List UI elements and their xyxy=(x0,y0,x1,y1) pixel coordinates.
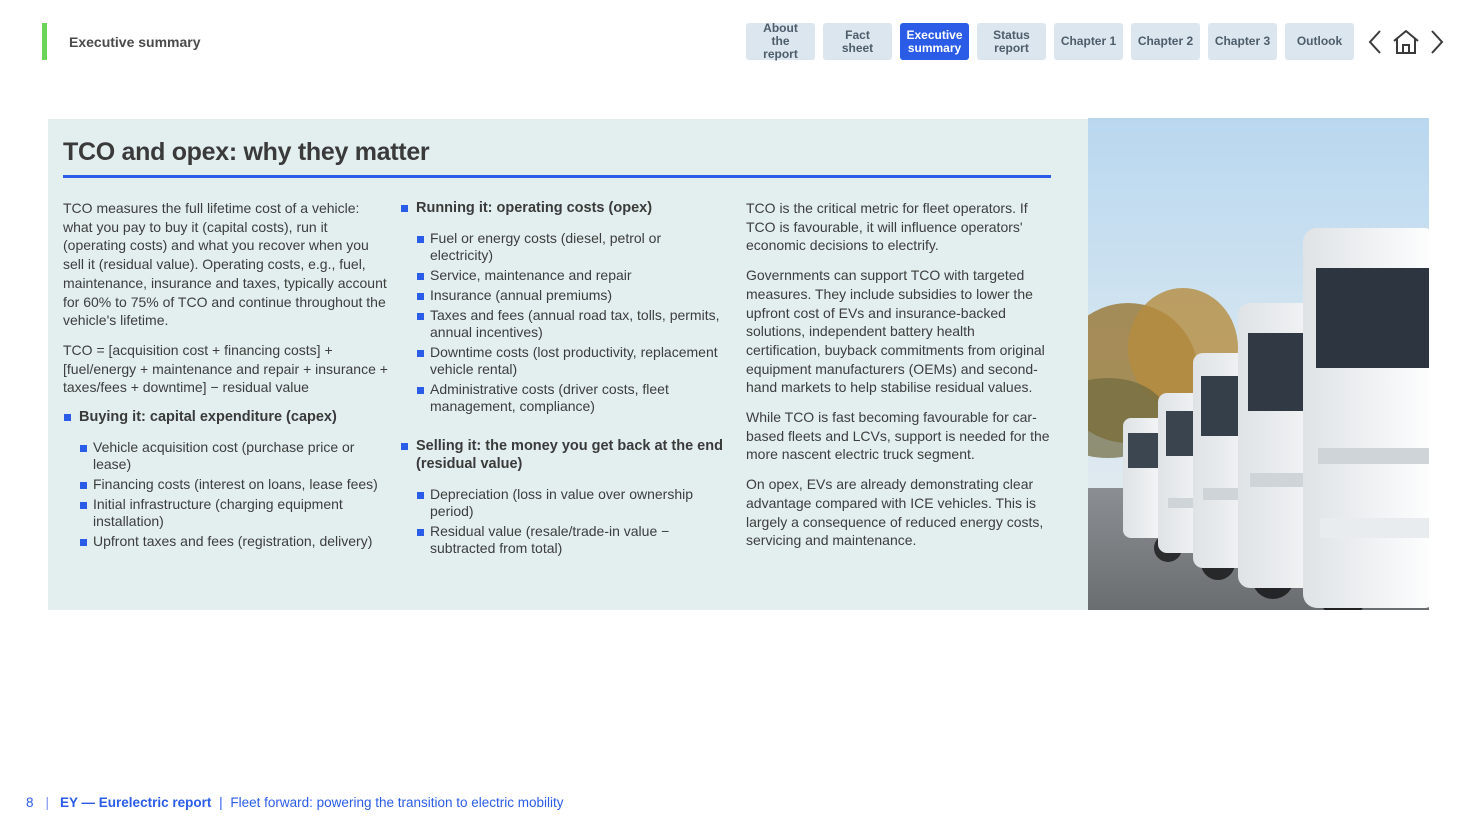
section-label: Executive summary xyxy=(69,34,201,50)
tab-chapter-2[interactable]: Chapter 2 xyxy=(1131,23,1200,60)
tab-outlook[interactable]: Outlook xyxy=(1285,23,1354,60)
tab-about-the-report[interactable]: About the report xyxy=(746,23,815,60)
commentary-paragraph: While TCO is fast becoming favourable for car-based fleets and LCVs, support is needed for the more nascent electric truck segment. xyxy=(746,409,1050,463)
list-item: Insurance (annual premiums) xyxy=(416,287,725,304)
opex-heading: Running it: operating costs (opex) xyxy=(400,199,725,218)
residual-heading: Selling it: the money you get back at the end (residual value) xyxy=(400,437,725,474)
list-item: Depreciation (loss in value over ownership period) xyxy=(416,486,725,520)
chevron-right-icon[interactable] xyxy=(1428,28,1446,56)
list-item: Administrative costs (driver costs, fleet management, compliance) xyxy=(416,381,725,415)
list-item: Downtime costs (lost productivity, replacement vehicle rental) xyxy=(416,344,725,378)
list-item: Service, maintenance and repair xyxy=(416,267,725,284)
tab-status-report[interactable]: Status report xyxy=(977,23,1046,60)
list-item: Vehicle acquisition cost (purchase price or lease) xyxy=(79,439,388,473)
tab-chapter-3[interactable]: Chapter 3 xyxy=(1208,23,1277,60)
list-item: Taxes and fees (annual road tax, tolls, permits, annual incentives) xyxy=(416,307,725,341)
column-capex xyxy=(63,199,388,562)
trucks-photo xyxy=(1088,118,1429,610)
tab-executive-summary[interactable]: Executive summary xyxy=(900,23,969,60)
tab-fact-sheet[interactable]: Fact sheet xyxy=(823,23,892,60)
list-item: Financing costs (interest on loans, lease fees) xyxy=(79,476,388,493)
list-item: Fuel or energy costs (diesel, petrol or electricity) xyxy=(416,230,725,264)
chevron-left-icon[interactable] xyxy=(1366,28,1384,56)
footer xyxy=(26,795,564,810)
section-accent-bar xyxy=(42,23,47,60)
list-item: Initial infrastructure (charging equipment installation) xyxy=(79,496,388,530)
residual-list xyxy=(400,486,725,557)
tco-intro-paragraph: TCO measures the full lifetime cost of a vehicle: what you pay to buy it (capital costs), run it (operating costs) and what you recover when you sell it (residual value). Operating costs, e.g., fuel, maintenance, insurance and taxes, typically account for 60% to 75% of TCO and continue throughout the vehicle's lifetime. xyxy=(63,200,387,329)
list-item: Residual value (resale/trade-in value − subtracted from total) xyxy=(416,523,725,557)
capex-heading: Buying it: capital expenditure (capex) xyxy=(63,408,388,427)
column-opex xyxy=(400,199,725,569)
title-underline xyxy=(63,175,1051,178)
capex-list xyxy=(63,439,388,550)
footer-divider: | xyxy=(219,795,223,810)
list-item: Upfront taxes and fees (registration, delivery) xyxy=(79,533,388,550)
tco-formula: TCO = [acquisition cost + financing costs] + [fuel/energy + maintenance and repair + insurance + taxes/fees + downtime] − residual value xyxy=(63,341,388,396)
footer-separator: | xyxy=(45,795,50,810)
page-number: 8 xyxy=(26,795,34,810)
panel-title: TCO and opex: why they matter xyxy=(63,138,430,166)
footer-brand: EY — Eurelectric report xyxy=(60,795,212,810)
home-icon[interactable] xyxy=(1392,28,1420,56)
footer-report-title: Fleet forward: powering the transition to electric mobility xyxy=(230,795,564,810)
tab-chapter-1[interactable]: Chapter 1 xyxy=(1054,23,1123,60)
opex-list xyxy=(400,230,725,415)
commentary-paragraph: TCO is the critical metric for fleet operators. If TCO is favourable, it will influence operators' economic decisions to electrify. xyxy=(746,200,1028,254)
column-commentary xyxy=(746,199,1051,561)
commentary-paragraph: On opex, EVs are already demonstrating clear advantage compared with ICE vehicles. This is largely a consequence of reduced energy costs, servicing and maintenance. xyxy=(746,476,1044,549)
chapter-nav xyxy=(746,23,1354,60)
commentary-paragraph: Governments can support TCO with targeted measures. They include subsidies to lower the upfront cost of EVs and insurance-backed solutions, independent battery health certification, buyback commitments from original equipment manufacturers (OEMs) and second-hand markets to help stabilise residual values. xyxy=(746,267,1045,396)
